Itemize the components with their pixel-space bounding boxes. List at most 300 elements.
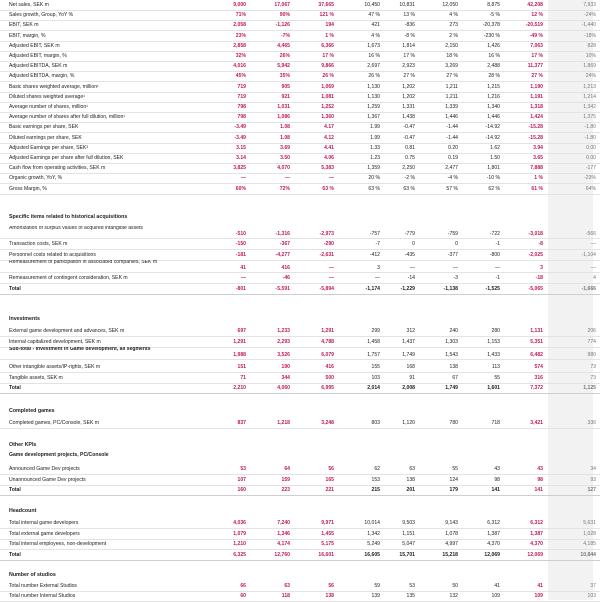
cell-col-5: 179 (449, 487, 458, 493)
cell-col-8: 4 (593, 275, 596, 281)
cell-col-1: — (284, 175, 290, 182)
cell-col-6: 1,340 (487, 104, 500, 110)
cell-col-1: 3.69 (280, 144, 290, 151)
cell-col-8: 828 (587, 42, 596, 49)
section-title: Completed games (9, 408, 55, 414)
cell-col-8: -1,666 (581, 285, 596, 292)
cell-col-4: — (409, 265, 415, 271)
cell-col-6: 1,446 (487, 114, 500, 121)
cell-col-8: -24% (584, 12, 596, 19)
cell-col-4: 1,202 (402, 83, 415, 90)
cell-col-1: 190 (281, 364, 290, 370)
cell-col-2: 17 % (322, 53, 334, 59)
cell-col-3: 47 % (368, 12, 380, 19)
cell-col-0: -801 (235, 285, 246, 292)
cell-col-6: 1,215 (487, 83, 500, 90)
cell-col-8: 4,185 (583, 541, 596, 547)
cell-col-2: 121 % (319, 12, 334, 19)
cell-col-6: 113 (491, 364, 500, 370)
section-title: Other KPIs (9, 442, 37, 448)
cell-col-3: 1.33 (370, 144, 380, 151)
table-row (0, 485, 600, 496)
cell-col-6: 8,875 (487, 2, 500, 8)
cell-col-8: 34 (590, 466, 596, 472)
cell-col-6: 1,153 (487, 338, 500, 345)
cell-col-6: 141 (491, 487, 500, 493)
cell-col-1: 159 (281, 476, 290, 483)
cell-col-7: 7,372 (530, 385, 543, 391)
cell-col-2: 63 % (322, 185, 334, 192)
row-label: Unannounced Game Dev projects (9, 476, 86, 483)
cell-col-7: 4,370 (530, 541, 543, 547)
cell-col-4: 17 % (403, 53, 415, 59)
cell-col-3: -757 (369, 231, 380, 237)
cell-col-2: 26 % (322, 73, 334, 80)
cell-col-6: 28 % (488, 73, 500, 80)
cell-col-2: 416 (325, 364, 334, 370)
cell-col-0: 9,000 (233, 2, 246, 8)
cell-col-3: 16 % (368, 53, 380, 59)
cell-col-6: 1,216 (487, 93, 500, 100)
row-label: Total number Internal Studios (9, 593, 76, 599)
cell-col-0: 1,210 (233, 541, 246, 547)
cell-col-2: 221 (325, 487, 334, 493)
cell-col-0: 6,325 (233, 551, 246, 558)
cell-col-8: 93 (590, 476, 596, 483)
cell-col-0: 2,210 (233, 385, 246, 391)
cell-col-2: — (328, 265, 334, 271)
table-row (0, 347, 600, 360)
cell-col-4: 135 (406, 593, 415, 599)
cell-col-8: 5,631 (583, 520, 596, 526)
row-label: Announced Game Dev projects (9, 466, 80, 472)
cell-col-2: 1,252 (321, 104, 334, 110)
cell-col-1: 2,293 (277, 338, 290, 345)
cell-col-4: 13 % (403, 12, 415, 19)
cell-col-8: 7,933 (583, 2, 596, 8)
cell-col-4: 9,503 (402, 520, 415, 526)
cell-col-6: -14.92 (485, 134, 500, 141)
cell-col-6: 280 (491, 328, 500, 334)
cell-col-8: 1,342 (583, 104, 596, 110)
cell-col-5: 12,050 (442, 2, 458, 8)
cell-col-1: 4,060 (277, 385, 290, 391)
cell-col-6: -230 % (483, 32, 500, 39)
cell-col-0: 53 (240, 466, 246, 472)
cell-col-5: 1,749 (445, 385, 458, 391)
cell-col-7: 42,208 (527, 2, 543, 8)
cell-col-8: 73 (590, 374, 596, 381)
cell-col-2: 4.17 (324, 124, 334, 131)
cell-col-2: 4.12 (324, 134, 334, 141)
cell-col-6: -14.92 (485, 124, 500, 131)
cell-col-7: 41 (537, 583, 543, 589)
cell-col-8: -23% (584, 175, 596, 182)
cell-col-5: 1,339 (445, 104, 458, 110)
cell-col-7: 6,312 (530, 520, 543, 526)
cell-col-0: — (240, 275, 246, 281)
cell-col-0: -510 (235, 231, 246, 237)
cell-col-8: -1,440 (581, 22, 596, 29)
cell-col-3: 1,130 (367, 93, 380, 100)
cell-col-3: 215 (371, 487, 380, 493)
cell-col-2: 6,079 (321, 352, 334, 358)
cell-col-6: 1,801 (487, 165, 500, 172)
cell-col-2: 1,081 (321, 93, 334, 100)
cell-col-2: 5,175 (321, 541, 334, 547)
cell-col-5: 132 (449, 593, 458, 599)
cell-col-1: 905 (281, 83, 290, 90)
row-label: Adjusted EBIT, margin, % (9, 53, 67, 59)
cell-col-0: 837 (237, 420, 246, 426)
cell-col-1: -4,277 (275, 251, 290, 258)
cell-col-4: 15,701 (399, 551, 415, 558)
cell-col-6: -20,378 (482, 22, 500, 29)
cell-col-8: 336 (587, 420, 596, 426)
cell-col-7: -20,519 (525, 22, 543, 29)
cell-col-7: 7,063 (530, 42, 543, 49)
cell-col-3: 10,450 (364, 2, 380, 8)
cell-col-7: 574 (534, 364, 543, 370)
cell-col-2: -290 (323, 241, 334, 247)
cell-col-0: -3.49 (234, 134, 246, 141)
cell-col-3: 1,342 (367, 530, 380, 537)
cell-col-5: -3 (453, 275, 458, 281)
cell-col-0: -3.49 (234, 124, 246, 131)
cell-col-7: 3,421 (530, 420, 543, 426)
cell-col-5: -4 % (447, 175, 458, 182)
cell-col-6: 109 (491, 593, 500, 599)
cell-col-6: 718 (491, 420, 500, 426)
table-row (0, 284, 600, 295)
cell-col-8: 73 (590, 364, 596, 370)
table-row (0, 539, 600, 550)
cell-col-0: 41 (240, 265, 246, 271)
cell-col-2: 5,383 (321, 165, 334, 172)
cell-col-2: 138 (325, 593, 334, 599)
table-row (0, 383, 600, 394)
row-label: Average number of shares after full dilution, million¹ (9, 114, 125, 121)
row-label: Other intangible assets/IP-rights, SEK m (9, 364, 101, 370)
cell-col-4: 1,437 (402, 338, 415, 345)
cell-col-8: -177 (585, 165, 596, 172)
cell-col-3: — (374, 275, 380, 281)
cell-col-4: 91 (409, 374, 415, 381)
cell-col-6: 12,069 (484, 551, 500, 558)
cell-col-2: — (328, 175, 334, 182)
cell-col-6: 16 % (488, 53, 500, 59)
cell-col-5: 124 (449, 476, 458, 483)
section-title: Specific items related to historical acquisitions (9, 214, 128, 220)
cell-col-2: 4.41 (324, 144, 334, 151)
cell-col-4: 53 (409, 583, 415, 589)
row-label: Completed games, PC/Console, SEK m (9, 420, 100, 426)
table-row (0, 337, 600, 348)
cell-col-8: 1,028 (583, 530, 596, 537)
cell-col-8: 1,213 (583, 83, 596, 90)
cell-col-5: -759 (447, 231, 458, 237)
cell-col-7: -8 (538, 241, 543, 247)
cell-col-3: 59 (374, 583, 380, 589)
table-row (0, 273, 600, 284)
cell-col-4: -1,229 (400, 285, 415, 292)
cell-col-5: 55 (452, 466, 458, 472)
cell-col-3: 2,014 (367, 385, 380, 391)
cell-col-8: 1,375 (583, 114, 596, 121)
cell-col-6: -5 % (489, 12, 500, 19)
cell-col-3: 1,130 (367, 83, 380, 90)
cell-col-0: 3,825 (233, 165, 246, 172)
cell-col-0: 697 (237, 328, 246, 334)
table-row (0, 418, 600, 429)
cell-col-8: 1,214 (583, 93, 596, 100)
cell-col-8: 1,869 (583, 63, 596, 70)
cell-col-4: 0.81 (405, 144, 415, 151)
cell-col-5: 1,211 (445, 83, 458, 90)
cell-col-3: 1.23 (370, 155, 380, 161)
cell-col-7: -3,018 (528, 231, 543, 237)
cell-col-0: 4,016 (233, 63, 246, 70)
cell-col-1: 3,526 (277, 352, 290, 358)
cell-col-8: 1,125 (583, 385, 596, 391)
cell-col-0: 798 (237, 114, 246, 121)
table-row (0, 529, 600, 540)
cell-col-0: 71 (240, 374, 246, 381)
cell-col-1: 4,174 (277, 541, 290, 547)
cell-col-8: 37 (590, 583, 596, 589)
cell-col-7: -2,025 (528, 251, 543, 258)
cell-col-2: 1,291 (321, 328, 334, 334)
cell-col-4: 168 (406, 364, 415, 370)
cell-col-6: 1,601 (487, 385, 500, 391)
cell-col-1: 12,760 (274, 551, 290, 558)
cell-col-1: -1,316 (275, 231, 290, 237)
cell-col-3: 1,757 (367, 352, 380, 358)
cell-col-6: -800 (489, 251, 500, 258)
cell-col-8: -1,104 (581, 251, 596, 258)
cell-col-2: 1,360 (321, 114, 334, 121)
row-label: Total external game developers (9, 530, 80, 537)
cell-col-7: -15.28 (528, 124, 543, 131)
cell-col-2: 1,069 (321, 83, 334, 90)
cell-col-1: 90% (279, 12, 290, 19)
cell-col-7: 109 (534, 593, 543, 599)
cell-col-4: 312 (406, 328, 415, 334)
cell-col-8: — (590, 241, 596, 247)
cell-col-1: 1,218 (277, 420, 290, 426)
cell-col-0: — (240, 175, 246, 182)
cell-col-7: 12 % (531, 12, 543, 19)
cell-col-6: 55 (494, 374, 500, 381)
row-label: Total (9, 551, 21, 558)
cell-col-6: 1.50 (490, 155, 500, 161)
cell-col-3: 139 (371, 593, 380, 599)
cell-col-0: 60 (240, 593, 246, 599)
cell-col-7: 316 (534, 374, 543, 381)
cell-col-6: 1,433 (487, 352, 500, 358)
cell-col-1: 63 (284, 583, 290, 589)
cell-col-4: 63 (409, 466, 415, 472)
cell-col-4: 2,923 (402, 63, 415, 70)
cell-col-6: 1,387 (487, 530, 500, 537)
cell-col-4: 1,331 (402, 104, 415, 110)
cell-col-7: 1,424 (530, 114, 543, 121)
cell-col-7: 3.94 (533, 144, 543, 151)
cell-col-4: -0.47 (403, 134, 415, 141)
cell-col-1: 72% (279, 185, 290, 192)
row-label: EBIT, margin, % (9, 32, 46, 39)
cell-col-0: 4,036 (233, 520, 246, 526)
cell-col-4: 10,831 (399, 2, 415, 8)
cell-col-4: 1,151 (402, 530, 415, 537)
row-label: External game development and advances, SEK m (9, 328, 125, 334)
table-row (0, 260, 600, 273)
cell-col-6: -1 (495, 275, 500, 281)
cell-col-4: 201 (406, 487, 415, 493)
cell-col-7: 3.65 (533, 155, 543, 161)
row-label: Average number of shares, million¹ (9, 104, 88, 110)
cell-col-8: 0.00 (586, 155, 596, 161)
cell-col-2: 56 (328, 583, 334, 589)
cell-col-5: 1,303 (445, 338, 458, 345)
row-label: Personnel costs related to acquisitions (9, 251, 96, 258)
cell-col-5: — (452, 265, 458, 271)
cell-col-6: 4,370 (487, 541, 500, 547)
cell-col-0: 23% (235, 32, 246, 39)
cell-col-1: 5,942 (277, 63, 290, 70)
cell-col-2: -5,894 (319, 285, 334, 292)
cell-col-7: 1,387 (530, 530, 543, 537)
row-label: Gross Margin, % (9, 185, 47, 192)
table-row (0, 362, 600, 373)
table-row (0, 226, 600, 239)
cell-col-2: 3,248 (321, 420, 334, 426)
cell-col-8: -1.80 (584, 134, 596, 141)
cell-col-7: -15.28 (528, 134, 543, 141)
cell-col-7: 11,377 (527, 63, 543, 70)
table-row (0, 250, 600, 261)
cell-col-3: 4 % (371, 32, 380, 39)
cell-col-0: 2,858 (233, 42, 246, 49)
cell-col-2: 6,366 (321, 42, 334, 49)
cell-col-6: -1 (495, 241, 500, 247)
row-label: Total (9, 285, 21, 292)
cell-col-1: -7% (280, 32, 290, 39)
cell-col-3: 1.99 (370, 134, 380, 141)
cell-col-7: 43 (537, 466, 543, 472)
cell-col-3: 10,014 (364, 520, 380, 526)
cell-col-7: -5,065 (528, 285, 543, 292)
cell-col-2: 9,866 (321, 63, 334, 70)
row-label: Total (9, 487, 21, 493)
section-title: Game development projects, PC/Console (9, 452, 109, 458)
row-label: Remeasurement of participation in associated companies, SEK m (9, 260, 158, 265)
cell-col-4: 2,008 (402, 385, 415, 391)
row-label: Diluted earnings per share, SEK (9, 134, 82, 141)
cell-col-4: 1,814 (402, 42, 415, 49)
cell-col-3: 155 (371, 364, 380, 370)
cell-col-3: 62 (374, 466, 380, 472)
cell-col-7: -49 % (529, 32, 543, 39)
cell-col-3: 153 (371, 476, 380, 483)
cell-col-7: 1,318 (530, 104, 543, 110)
table-row (0, 464, 600, 475)
cell-col-5: 4 % (449, 12, 458, 19)
cell-col-5: 2,150 (445, 42, 458, 49)
section-title: Number of studios (9, 572, 56, 578)
cell-col-1: 921 (281, 93, 290, 100)
cell-col-5: 0.19 (448, 155, 458, 161)
cell-col-7: -18 (535, 275, 543, 281)
cell-col-3: 1,259 (367, 104, 380, 110)
cell-col-5: 18 % (446, 53, 458, 59)
cell-col-2: 9,971 (321, 520, 334, 526)
cell-col-5: 3,269 (445, 63, 458, 70)
cell-col-1: 1,233 (277, 328, 290, 334)
cell-col-3: 2,697 (367, 63, 380, 70)
section-title: Investments (9, 316, 40, 322)
cell-col-3: 3 (377, 265, 380, 271)
cell-col-5: -1.44 (446, 134, 458, 141)
cell-col-0: -150 (235, 241, 246, 247)
section-title: Headcount (9, 508, 37, 514)
cell-col-3: 1,367 (367, 114, 380, 121)
row-label: Total internal game developers (9, 520, 79, 526)
row-label: Total internal employees, non-development (9, 541, 107, 547)
cell-col-0: 719 (237, 93, 246, 100)
cell-col-1: 4,070 (277, 165, 290, 172)
cell-col-1: 7,240 (277, 520, 290, 526)
cell-col-4: -2 % (404, 175, 415, 182)
cell-col-0: 71% (235, 12, 246, 19)
cell-col-2: -2,973 (319, 231, 334, 237)
row-label: Remeasurement of contingent consideration, SEK m (9, 275, 128, 281)
cell-col-4: -8 % (404, 32, 415, 39)
cell-col-1: -1,126 (275, 22, 290, 29)
cell-col-2: 16,601 (318, 551, 334, 558)
cell-col-4: 1,749 (402, 352, 415, 358)
cell-col-6: 2,488 (487, 63, 500, 70)
cell-col-4: 5,047 (402, 541, 415, 547)
cell-col-2: — (328, 275, 334, 281)
cell-col-4: 1,120 (402, 420, 415, 426)
cell-col-7: 12,069 (527, 551, 543, 558)
cell-col-4: 27 % (403, 73, 415, 80)
row-label: Tangible assets, SEK m (9, 374, 63, 381)
cell-col-0: 3.15 (236, 144, 246, 151)
cell-col-3: 5,249 (367, 541, 380, 547)
row-label: Adjusted Earnings per share, SEK³ (9, 144, 88, 151)
cell-col-8: 103 (587, 593, 596, 599)
cell-col-5: 9,143 (445, 520, 458, 526)
cell-col-3: 16,605 (364, 551, 380, 558)
cell-col-4: -0.47 (403, 124, 415, 131)
cell-col-1: -367 (279, 241, 290, 247)
cell-col-4: 2,250 (402, 165, 415, 172)
cell-col-2: 194 (325, 22, 334, 29)
cell-col-7: 61 % (531, 185, 543, 192)
row-label: EBIT, SEK m (9, 22, 39, 29)
cell-col-5: 4,997 (445, 541, 458, 547)
cell-col-3: 299 (371, 328, 380, 334)
cell-col-0: 719 (237, 83, 246, 90)
cell-col-7: 27 % (531, 73, 543, 80)
cell-col-8: 980 (587, 352, 596, 358)
row-label: Sales growth, Group, YoY % (9, 12, 74, 19)
cell-col-0: 32% (235, 53, 246, 59)
cell-col-4: 138 (406, 476, 415, 483)
cell-col-0: 45% (235, 73, 246, 80)
